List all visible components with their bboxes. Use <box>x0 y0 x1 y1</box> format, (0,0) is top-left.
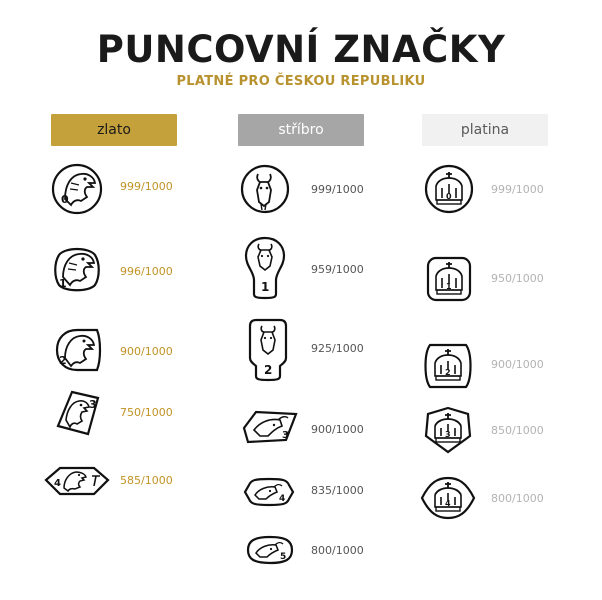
silver-column-header: stříbro <box>238 114 364 146</box>
mark-digit: 3 <box>445 430 451 439</box>
platinum-fineness: 900/1000 <box>491 358 544 371</box>
silver-fineness: 835/1000 <box>311 484 364 497</box>
mark-digit: 3 <box>282 430 289 441</box>
crown-icon <box>426 256 472 302</box>
mark-digit: 1 <box>59 277 67 290</box>
platinum-fineness: 850/1000 <box>491 424 544 437</box>
mark-digit: 2 <box>59 354 67 367</box>
eagle-head-icon <box>44 466 110 496</box>
mark-digit: 5 <box>280 552 287 562</box>
crown-icon <box>424 164 474 214</box>
platinum-fineness: 999/1000 <box>491 183 544 196</box>
crown-icon <box>424 406 472 454</box>
platinum-fineness: 950/1000 <box>491 272 544 285</box>
goat-head-icon <box>242 408 298 444</box>
silver-fineness: 900/1000 <box>311 423 364 436</box>
mark-digit: 1 <box>446 282 452 291</box>
crown-icon <box>420 476 476 520</box>
page-title: PUNCOVNÍ ZNAČKY <box>96 28 506 71</box>
silver-fineness: 800/1000 <box>311 544 364 557</box>
eagle-head-icon <box>51 326 103 374</box>
silver-fineness: 959/1000 <box>311 263 364 276</box>
mark-digit: 4 <box>279 494 286 504</box>
goat-head-icon <box>248 318 288 382</box>
silver-fineness: 925/1000 <box>311 342 364 355</box>
mark-digit: 1 <box>261 280 270 294</box>
eagle-head-icon <box>51 163 103 215</box>
silver-fineness: 999/1000 <box>311 183 364 196</box>
platinum-fineness: 800/1000 <box>491 492 544 505</box>
mark-digit: 3 <box>89 398 97 411</box>
gold-column-header: zlato <box>51 114 177 146</box>
page-subtitle: PLATNÉ PRO ČESKOU REPUBLIKU <box>176 74 426 89</box>
mark-digit: 2 <box>445 368 451 377</box>
gold-fineness: 750/1000 <box>120 406 173 419</box>
mark-digit: 0 <box>61 193 69 206</box>
gold-fineness: 996/1000 <box>120 265 173 278</box>
goat-head-icon <box>243 477 295 507</box>
crown-icon <box>422 343 474 389</box>
gold-fineness: 585/1000 <box>120 474 173 487</box>
mark-digit: 0 <box>446 192 452 201</box>
mark-digit: 4 <box>54 478 61 489</box>
gold-fineness: 999/1000 <box>120 180 173 193</box>
eagle-head-icon <box>52 388 102 438</box>
eagle-head-icon <box>51 243 103 295</box>
mark-digit: 2 <box>264 363 273 377</box>
platinum-column-header: platina <box>422 114 548 146</box>
goat-head-icon <box>240 164 290 214</box>
mark-digit: 4 <box>445 499 451 508</box>
goat-head-icon <box>244 236 286 300</box>
goat-head-icon <box>244 535 296 565</box>
gold-fineness: 900/1000 <box>120 345 173 358</box>
